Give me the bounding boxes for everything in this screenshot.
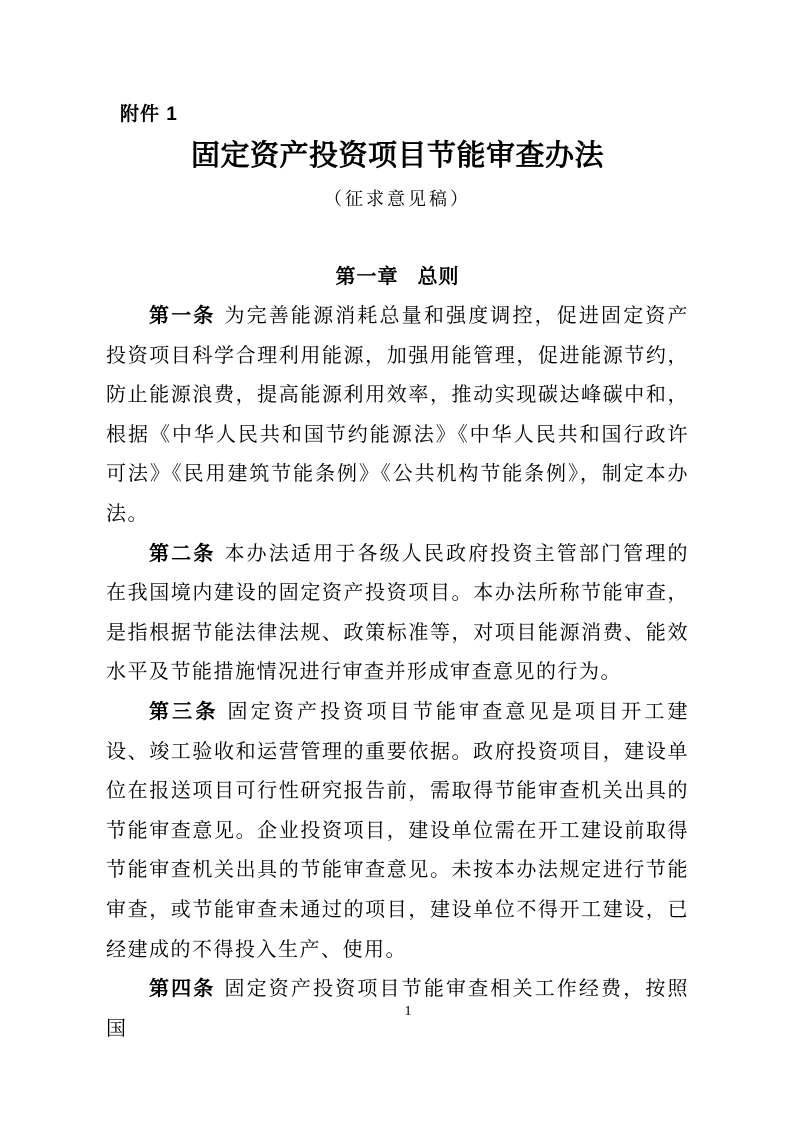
article-paragraph-1 (106, 297, 689, 535)
article-2-lead: 第二条 (149, 542, 216, 565)
document-title: 固定资产投资项目节能审查办法 (190, 140, 604, 172)
document-subtitle: （征求意见稿） (324, 189, 471, 209)
document-body (106, 297, 689, 1049)
chapter-title: 总则 (417, 266, 460, 288)
chapter-heading (106, 263, 689, 291)
article-4-lead: 第四条 (149, 978, 216, 1001)
article-4-text: 固定资产投资项目节能审查相关工作经费，按照国 (106, 978, 690, 1040)
article-2-text: 本办法适用于各级人民政府投资主管部门管理的在我国境内建设的固定资产投资项目。本办法所称节能审查，是指根据节能法律法规、政策标准等，对项目能源消费、能效水平及节能措施情况进行审查并形成审查意见的行为。 (106, 542, 690, 684)
chapter-number: 第一章 (335, 266, 399, 288)
article-3-lead: 第三条 (149, 700, 219, 723)
article-1-lead: 第一条 (149, 305, 216, 327)
attachment-label: 附件 1 (120, 104, 178, 125)
article-3-text: 固定资产投资项目节能审查意见是项目开工建设、竣工验收和运营管理的重要依据。政府投资项目，建设单位在报送项目可行性研究报告前，需取得节能审查机关出具的节能审查意见。企业投资项目，建设单位需在开工建设前取得节能审查机关出具的节能审查意见。未按本办法规定进行节能审查，或节能审查未通过的项目，建设单位不得开工建设，已经建成的不得投入生产、使用。 (106, 700, 690, 961)
article-paragraph-3 (106, 693, 689, 970)
page-number: 1 (404, 1004, 412, 1019)
article-1-text: 为完善能源消耗总量和强度调控，促进固定资产投资项目科学合理利用能源，加强用能管理，促进能源节约，防止能源浪费，提高能源利用效率，推动实现碳达峰碳中和，根据《中华人民共和国节约能源法》《中华人民共和国行政许可法》《民用建筑节能条例》《公共机构节能条例》，制定本办法。 (106, 305, 690, 525)
article-paragraph-2 (106, 535, 689, 693)
